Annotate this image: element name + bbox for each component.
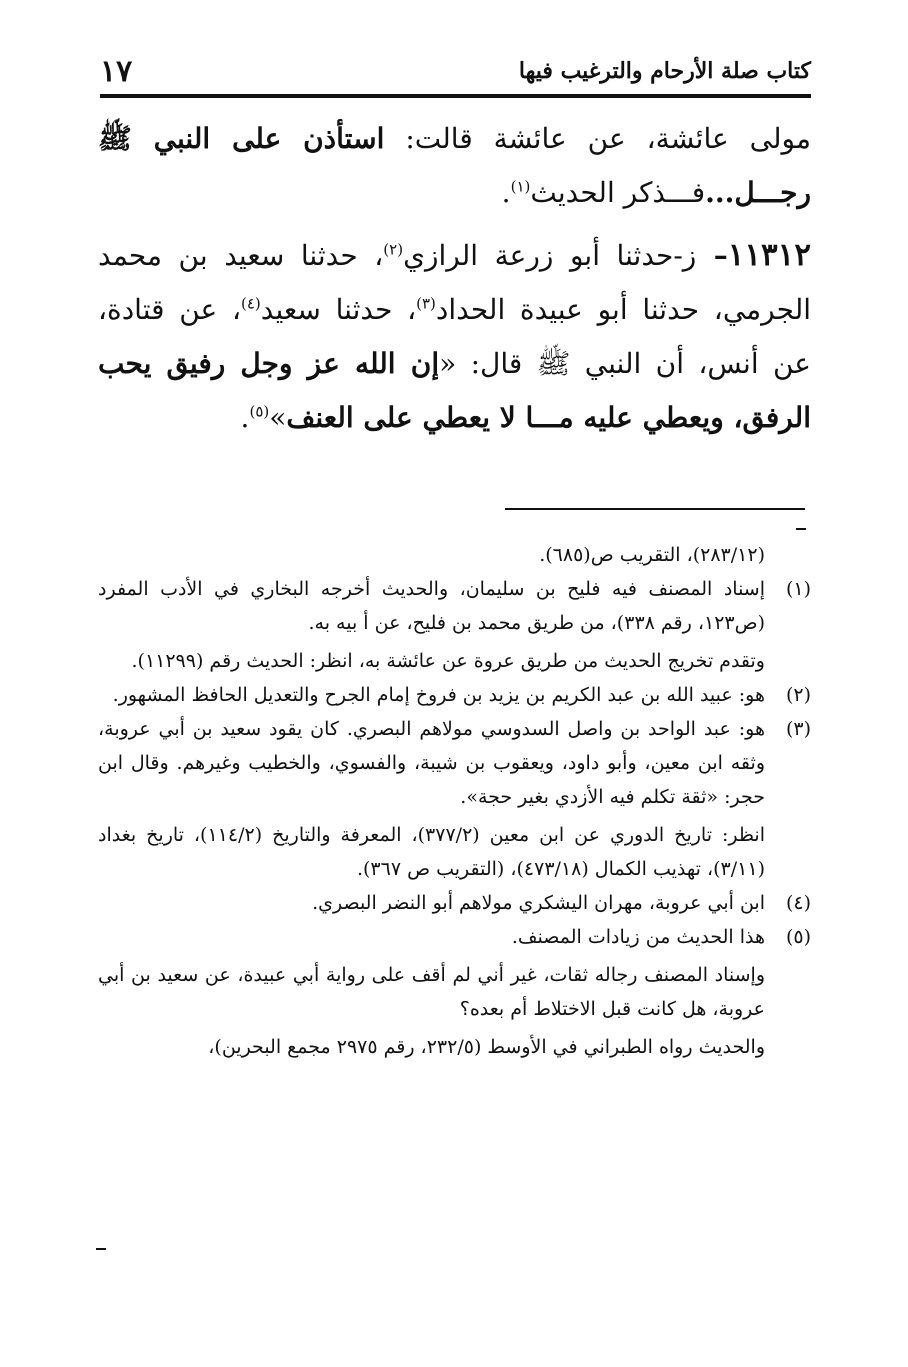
footnote-text: ابن أبي عروبة، مهران اليشكري مولاهم أبو النضر البصري. (312, 892, 765, 914)
page-number: ١٧ (100, 54, 133, 89)
running-header (100, 56, 811, 96)
page-tick-bottom (96, 1248, 106, 1250)
footnote-5-extra: وإسناد المصنف رجاله ثقات، غير أني لم أقف على رواية أبي عبيدة، عن سعيد بن أبي عروبة، هل كانت قبل الاختلاط أم بعده؟ (98, 964, 766, 1020)
footnote-text: هذا الحديث من زيادات المصنف. (511, 926, 765, 948)
footnote-text: هو: عبيد الله بن عبد الكريم بن يزيد بن فروخ إمام الجرح والتعديل الحافظ المشهور. (112, 684, 765, 706)
page-tick-top (796, 528, 806, 530)
bold-quote: إن الله عز وجل رفيق يحب الرفق، ويعطي عليه مـــا لا يعطي على العنف (98, 347, 811, 434)
footnotes (98, 538, 811, 1064)
text-run: » (269, 401, 287, 434)
footnote-2 (98, 678, 811, 712)
footnote-ref-3[interactable]: (٣) (416, 294, 436, 313)
footnote-text: إسناد المصنف فيه فليح بن سليمان، والحديث أخرجه البخاري في الأدب المفرد (ص١٢٣، رقم ٣٣٨)، من طريق محمد بن فليح، عن أ بيه به. (98, 578, 765, 634)
paragraph-hadith (98, 228, 811, 445)
footnote-1-extra: وتقدم تخريج الحديث من طريق عروة عن عائشة به، انظر: الحديث رقم (١١٢٩٩). (131, 650, 765, 672)
footnote-5-extra: والحديث رواه الطبراني في الأوسط (٢٣٢/٥، رقم ٢٩٧٥ مجمع البحرين)، (208, 1036, 765, 1058)
footnote-3 (98, 712, 811, 814)
header-rule (100, 94, 811, 98)
main-text (98, 112, 811, 445)
text-run: . (501, 176, 511, 209)
footnote-mark: (٣) (785, 718, 811, 740)
footnote-ref-2[interactable]: (٢) (383, 240, 404, 259)
footnote-mark: (١) (785, 578, 811, 600)
footnote-mark: (٢) (785, 684, 811, 706)
footnote-ref-4[interactable]: (٤) (241, 294, 261, 313)
text-run: ، عن قتادة، عن أنس، أن النبي ﷺ قال: « (98, 293, 811, 380)
text-run: ز-حدثنا أبو زرعة الرازي (403, 239, 697, 272)
footnote-1 (98, 572, 811, 640)
footnote-text: هو: عبد الواحد بن واصل السدوسي مولاهم البصري. كان يقود سعيد بن أبي عروبة، وثقه ابن معين، وأبو داود، ويعقوب بن شيبة، والفسوي، والخطيب وغيرهم. وقال ابن حجر: «ثقة تكلم فيه الأزدي بغير حجة». (98, 718, 765, 808)
footnote-mark: (٥) (785, 926, 811, 948)
text-run: ، حدثنا سعيد (260, 293, 417, 326)
footnote-5 (98, 920, 811, 954)
text-run: مولى عائشة، عن عائشة قالت: (384, 122, 811, 155)
header-title: كتاب صلة الأرحام والترغيب فيها (518, 58, 811, 84)
footnote-ref-1[interactable]: (١) (510, 177, 531, 196)
text-run: فـــذكر الحديث (530, 176, 706, 209)
footnote-separator (505, 508, 805, 510)
text-run: – (696, 239, 728, 272)
footnote-continuation: (٢٨٣/١٢)، التقريب ص(٦٨٥). (539, 544, 765, 566)
text-run: . (240, 401, 250, 434)
paragraph-intro (98, 112, 811, 220)
footnote-mark: (٤) (785, 892, 811, 914)
text-run: ، حدثنا سعيد بن محمد الجرمي، حدثنا أبو عبيدة الحداد (98, 239, 811, 326)
footnote-ref-5[interactable]: (٥) (249, 402, 270, 421)
footnote-3-extra: انظر: تاريخ الدوري عن ابن معين (٣٧٧/٢)، المعرفة والتاريخ (١١٤/٢)، تاريخ بغداد (٣/١١)، تهذيب الكمال (٤٧٣/١٨)، (التقريب ص ٣٦٧). (98, 824, 765, 880)
hadith-number: ١١٣١٢ (727, 237, 811, 273)
footnote-4 (98, 886, 811, 920)
bold-quote: استأذن على النبي ﷺ رجـــل... (98, 122, 811, 209)
